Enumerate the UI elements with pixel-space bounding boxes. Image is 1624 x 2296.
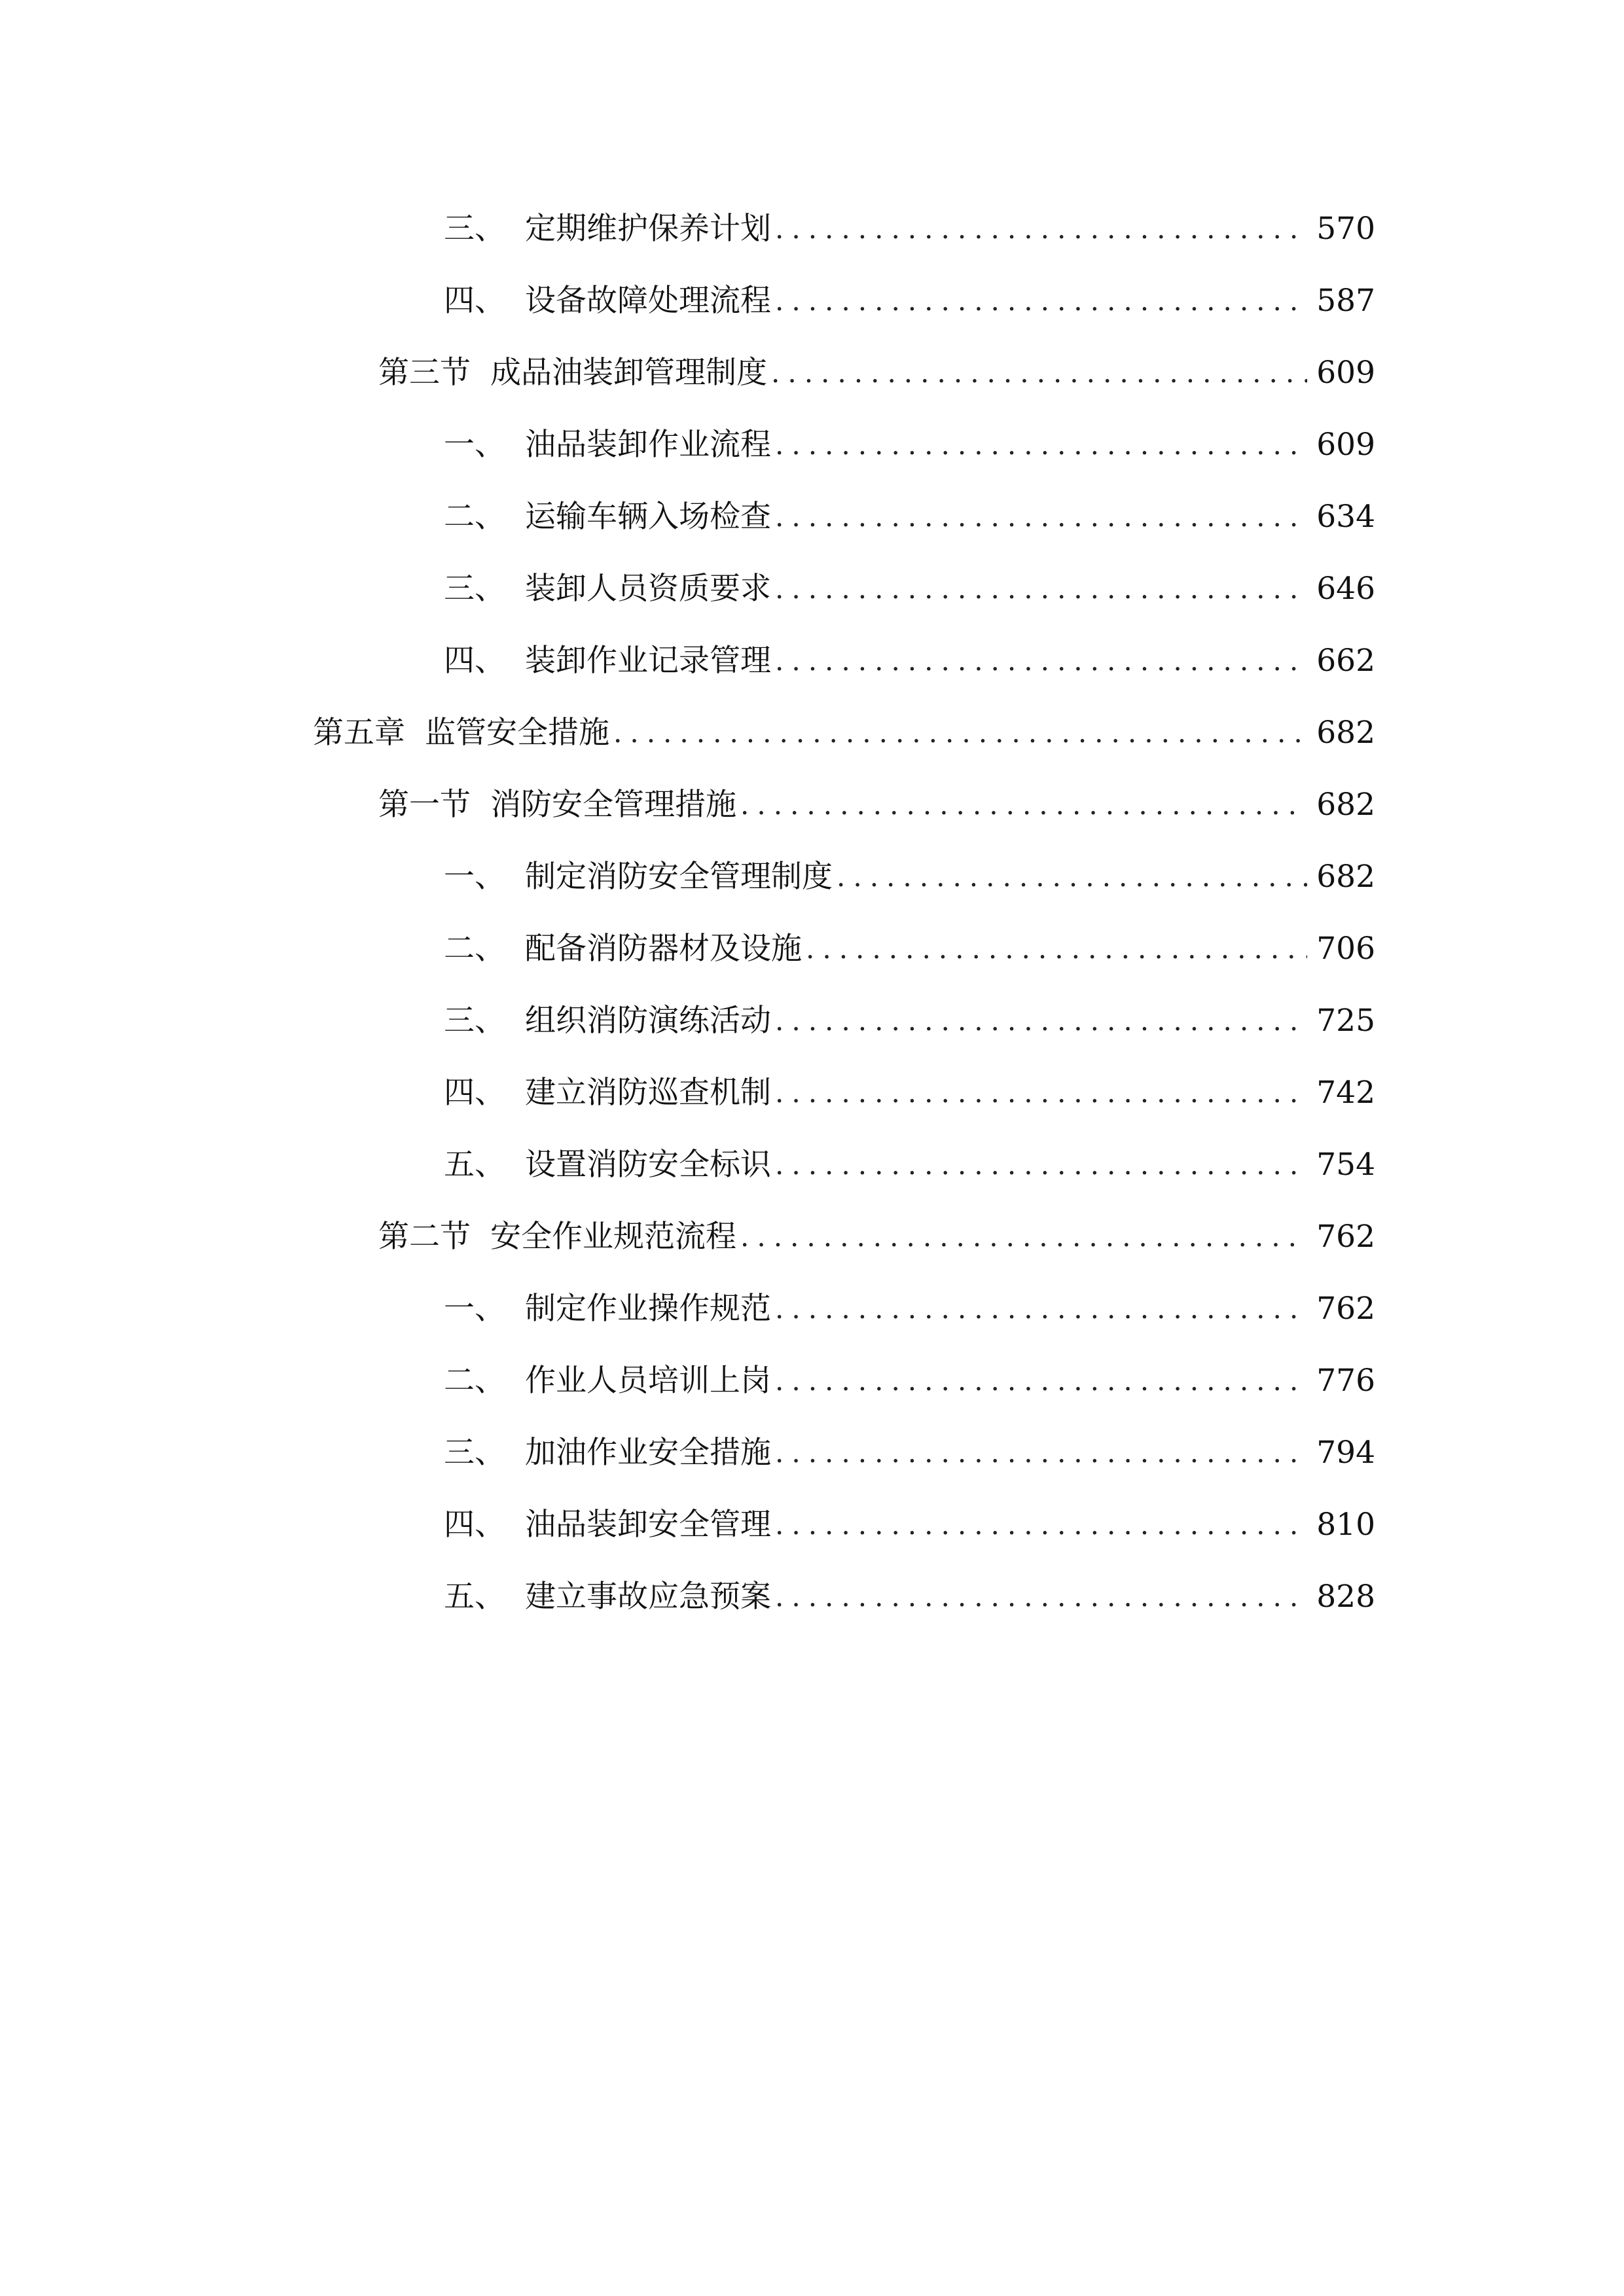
dot-leader [775, 635, 1307, 687]
dot-leader [775, 995, 1307, 1047]
toc-entry-number: 五、 [444, 1579, 505, 1615]
toc-entry-title: 组织消防演练活动 [525, 1003, 771, 1039]
toc-entry[interactable] [444, 1571, 1375, 1623]
toc-entry-page: 646 [1316, 571, 1375, 607]
dot-leader [775, 275, 1307, 327]
toc-entry[interactable] [444, 923, 1375, 975]
toc-entry[interactable] [444, 851, 1375, 903]
dot-leader [806, 923, 1307, 975]
toc-entry-page: 828 [1316, 1579, 1375, 1615]
toc-entry[interactable] [444, 563, 1375, 615]
toc-entry-title: 制定消防安全管理制度 [525, 859, 833, 895]
toc-entry-number: 二、 [444, 1363, 505, 1399]
dot-leader [775, 1571, 1307, 1623]
dot-leader [775, 1067, 1307, 1119]
toc-entry-page: 682 [1316, 715, 1375, 751]
toc-entry-page: 742 [1316, 1075, 1375, 1111]
dot-leader [771, 347, 1307, 399]
dot-leader [775, 1355, 1307, 1407]
toc-entry-title: 油品装卸作业流程 [525, 427, 771, 463]
toc-entry-page: 570 [1316, 211, 1375, 247]
toc-entry[interactable] [378, 347, 1375, 399]
toc-entry[interactable] [313, 707, 1375, 759]
dot-leader [613, 707, 1307, 759]
toc-entry[interactable] [444, 635, 1375, 687]
toc-entry[interactable] [444, 1499, 1375, 1551]
toc-entry-title: 成品油装卸管理制度 [490, 355, 767, 391]
toc-entry-title: 定期维护保养计划 [525, 211, 771, 247]
toc-entry-number: 五、 [444, 1147, 505, 1183]
toc-entry-number: 第一节 [378, 787, 471, 823]
toc-entry-title: 装卸作业记录管理 [525, 643, 771, 679]
toc-entry-title: 加油作业安全措施 [525, 1435, 771, 1471]
toc-entry-number: 第二节 [378, 1219, 471, 1255]
dot-leader [775, 563, 1307, 615]
toc-entry[interactable] [444, 491, 1375, 543]
toc-entry[interactable] [444, 1355, 1375, 1407]
dot-leader [775, 203, 1307, 255]
toc-entry-number: 四、 [444, 283, 505, 319]
toc-entry-page: 609 [1316, 355, 1375, 391]
dot-leader [775, 419, 1307, 471]
toc-entry[interactable] [444, 275, 1375, 327]
toc-entry[interactable] [444, 419, 1375, 471]
toc-entry[interactable] [444, 1283, 1375, 1335]
toc-entry-title: 油品装卸安全管理 [525, 1507, 771, 1543]
toc-entry-title: 制定作业操作规范 [525, 1291, 771, 1327]
toc-entry-number: 三、 [444, 1435, 505, 1471]
toc-entry-page: 706 [1316, 931, 1375, 967]
toc-entry-page: 662 [1316, 643, 1375, 679]
toc-entry-page: 762 [1316, 1291, 1375, 1327]
toc-entry-page: 776 [1316, 1363, 1375, 1399]
toc-entry-number: 一、 [444, 427, 505, 463]
toc-entry-title: 安全作业规范流程 [490, 1219, 736, 1255]
toc-entry[interactable] [444, 1067, 1375, 1119]
toc-entry-page: 587 [1316, 283, 1375, 319]
toc-entry-page: 609 [1316, 427, 1375, 463]
toc-entry-number: 四、 [444, 643, 505, 679]
toc-entry-page: 682 [1316, 787, 1375, 823]
dot-leader [837, 851, 1307, 903]
toc-entry-number: 第三节 [378, 355, 471, 391]
dot-leader [775, 1139, 1307, 1191]
toc-entry-number: 三、 [444, 1003, 505, 1039]
toc-entry-number: 三、 [444, 571, 505, 607]
toc-entry-title: 设备故障处理流程 [525, 283, 771, 319]
toc-entry[interactable] [378, 779, 1375, 831]
toc-entry-number: 一、 [444, 859, 505, 895]
toc-entry[interactable] [444, 203, 1375, 255]
toc-entry[interactable] [444, 1139, 1375, 1191]
toc-entry-title: 建立消防巡查机制 [525, 1075, 771, 1111]
dot-leader [740, 779, 1307, 831]
dot-leader [775, 491, 1307, 543]
toc-entry-page: 754 [1316, 1147, 1375, 1183]
toc-entry-number: 四、 [444, 1075, 505, 1111]
toc-entry-title: 作业人员培训上岗 [525, 1363, 771, 1399]
toc-entry-number: 三、 [444, 211, 505, 247]
dot-leader [740, 1211, 1307, 1263]
toc-entry-title: 运输车辆入场检查 [525, 499, 771, 535]
toc-entry-page: 810 [1316, 1507, 1375, 1543]
toc-entry-page: 762 [1316, 1219, 1375, 1255]
toc-entry-title: 配备消防器材及设施 [525, 931, 802, 967]
toc-entry[interactable] [444, 1427, 1375, 1479]
toc-entry-title: 装卸人员资质要求 [525, 571, 771, 607]
toc-entry-title: 消防安全管理措施 [490, 787, 736, 823]
dot-leader [775, 1499, 1307, 1551]
toc-entry-number: 四、 [444, 1507, 505, 1543]
toc-entry-number: 第五章 [313, 715, 405, 751]
toc-entry-number: 二、 [444, 931, 505, 967]
toc-entry-page: 794 [1316, 1435, 1375, 1471]
toc-entry-title: 建立事故应急预案 [525, 1579, 771, 1615]
toc-entry-title: 监管安全措施 [425, 715, 609, 751]
dot-leader [775, 1283, 1307, 1335]
toc-entry[interactable] [378, 1211, 1375, 1263]
toc-entry-page: 682 [1316, 859, 1375, 895]
toc-entry-title: 设置消防安全标识 [525, 1147, 771, 1183]
toc-entry-page: 725 [1316, 1003, 1375, 1039]
dot-leader [775, 1427, 1307, 1479]
toc-entry[interactable] [444, 995, 1375, 1047]
toc-entry-number: 二、 [444, 499, 505, 535]
toc-entry-number: 一、 [444, 1291, 505, 1327]
toc-entry-page: 634 [1316, 499, 1375, 535]
